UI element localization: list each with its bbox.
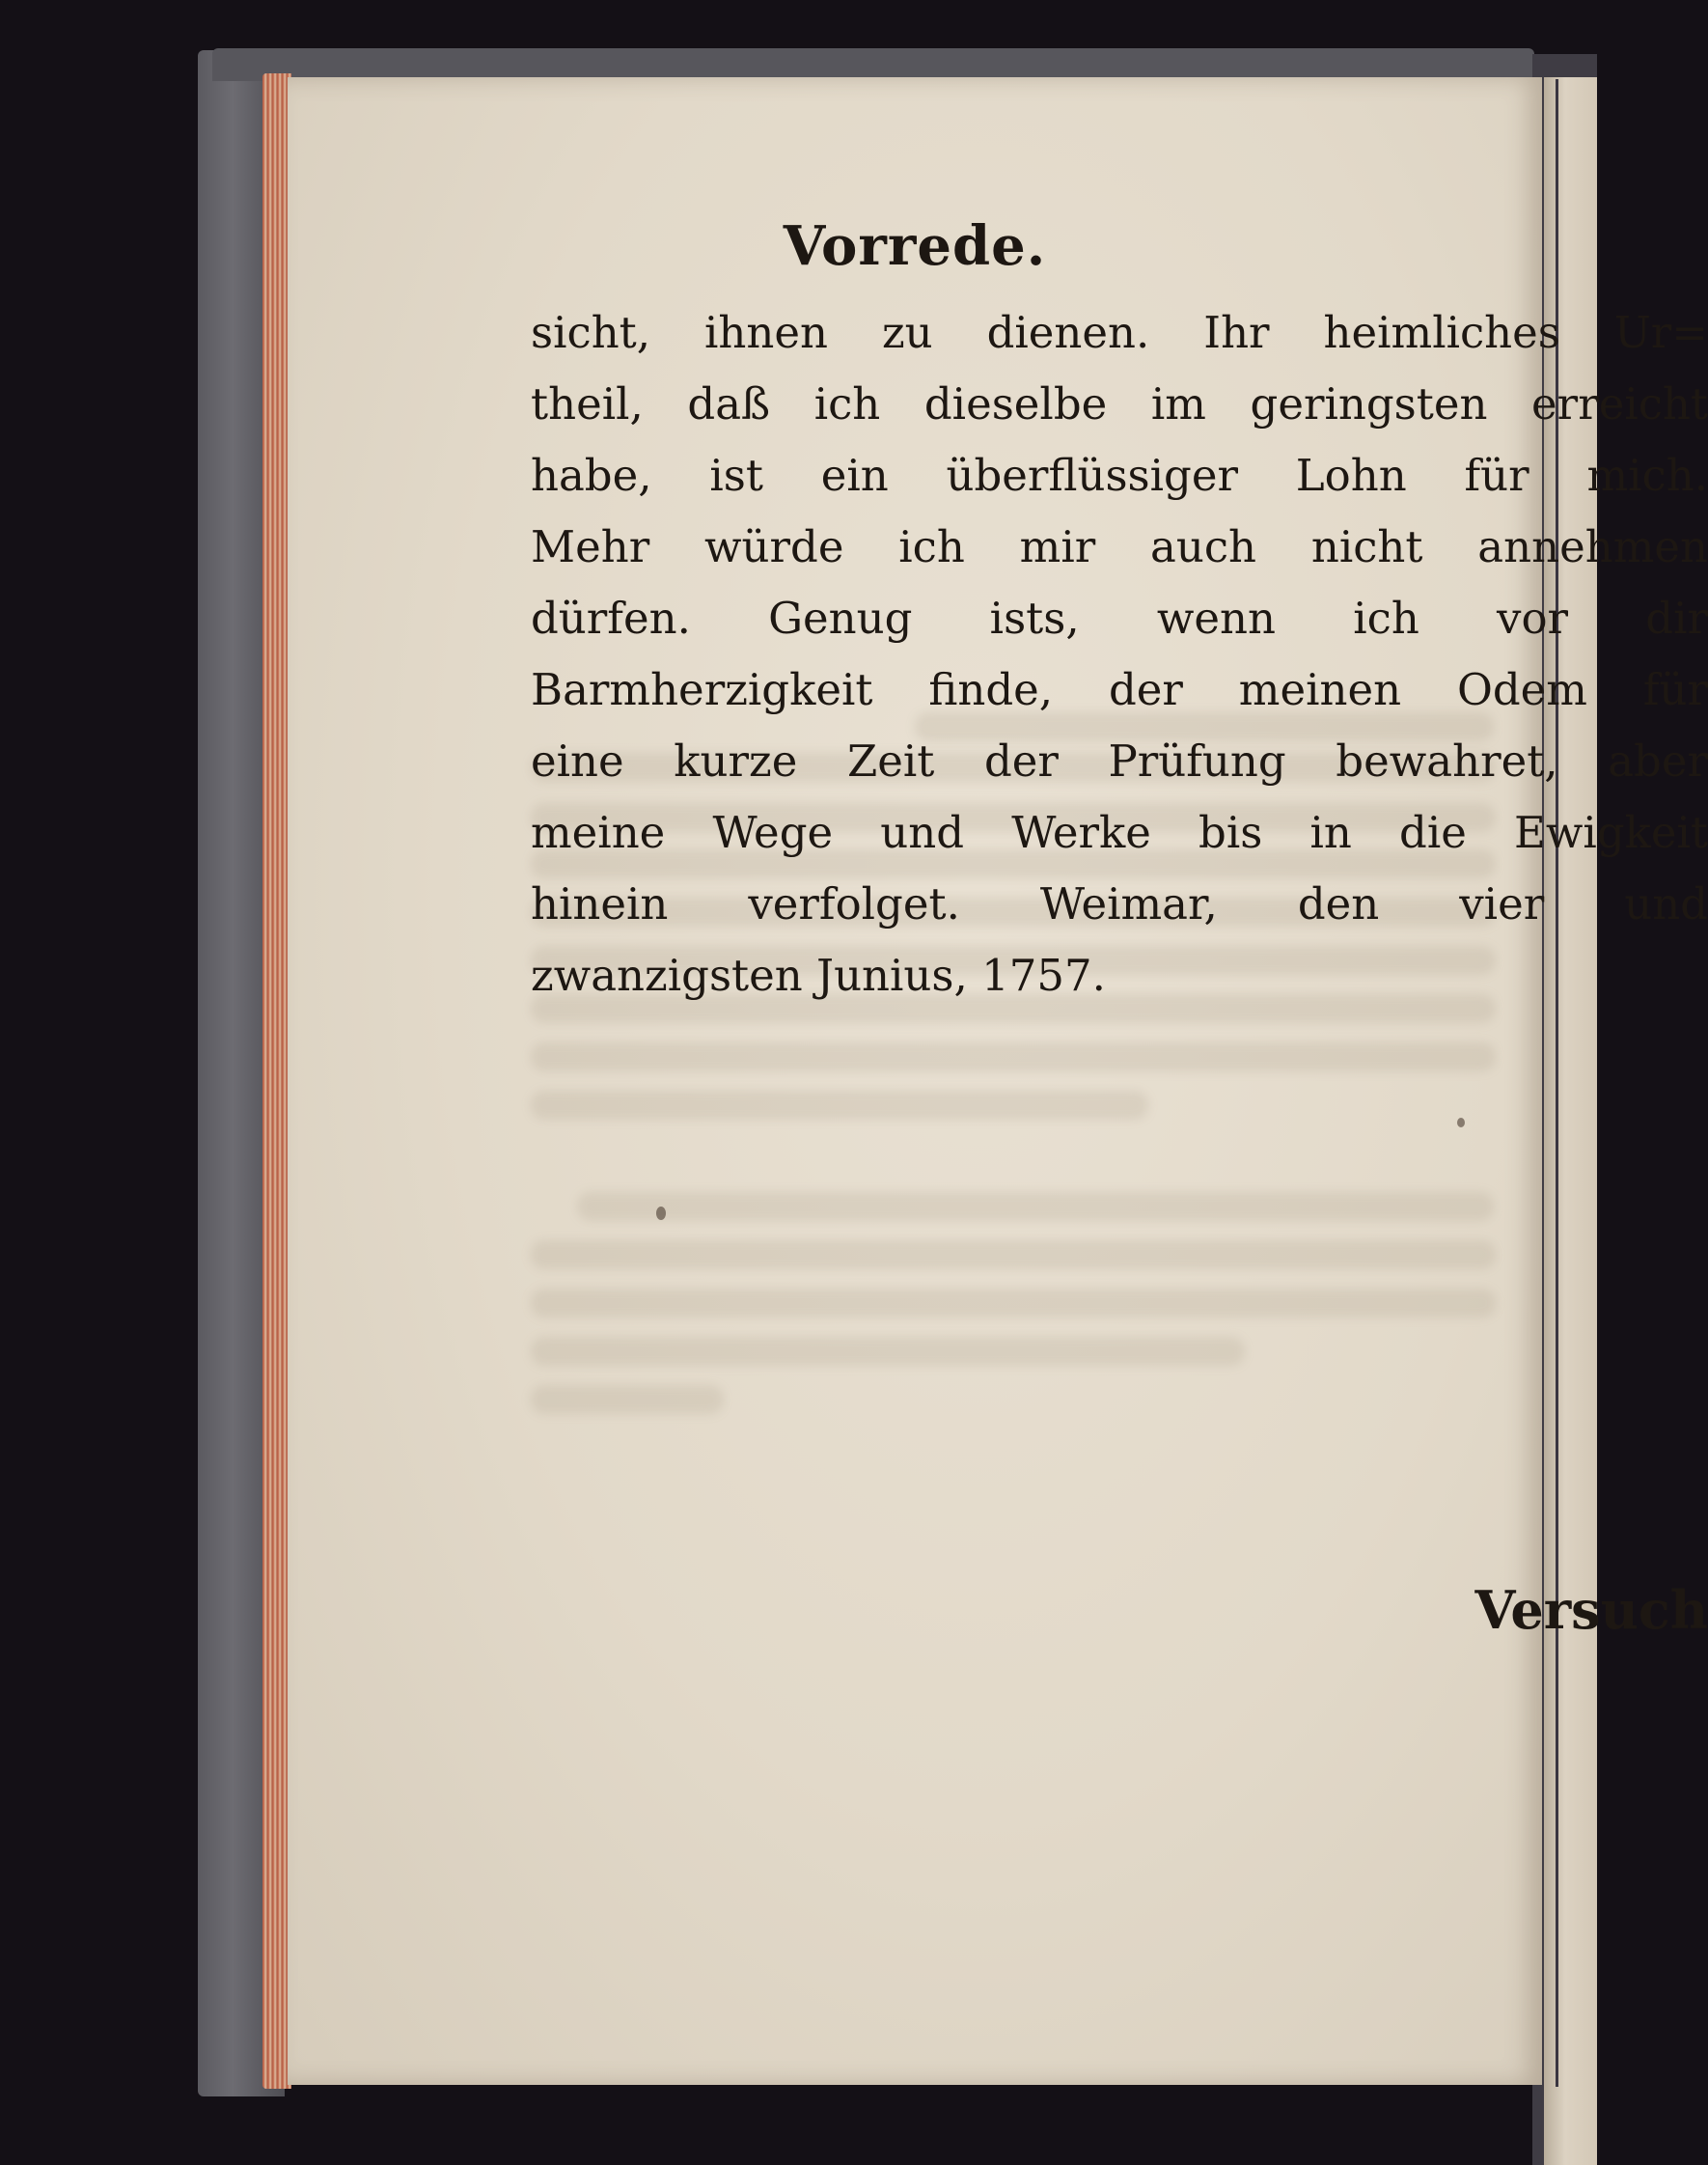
text-line: meine Wege und Werke bis in die Ewigkeit xyxy=(531,807,1708,858)
text-line: zwanzigsten Junius, 1757. xyxy=(531,950,1106,1001)
text-line: Mehr würde ich mir auch nicht annehmen xyxy=(531,521,1708,572)
text-line: habe, ist ein überflüssiger Lohn für mich. xyxy=(531,450,1708,501)
text-line: theil, daß ich dieselbe im geringsten erreicht xyxy=(531,378,1708,430)
text-line: eine kurze Zeit der Prüfung bewahret, aber xyxy=(531,736,1708,787)
page-header: Vorrede. xyxy=(783,214,1047,278)
book-cover-top xyxy=(212,48,1534,81)
text-line: hinein verfolget. Weimar, den vier und xyxy=(531,878,1708,930)
paper-speck xyxy=(656,1207,666,1220)
text-line: Barmherzigkeit finde, der meinen Odem für xyxy=(531,664,1708,715)
text-line: sicht, ihnen zu dienen. Ihr heimliches Ur= xyxy=(531,307,1708,358)
catchword: Versuch xyxy=(1474,1579,1708,1641)
text-line: dürfen. Genug ists, wenn ich vor dir xyxy=(531,593,1708,644)
paper-speck xyxy=(1457,1118,1465,1127)
body-text xyxy=(531,297,1708,1641)
book-page xyxy=(288,77,1708,2085)
